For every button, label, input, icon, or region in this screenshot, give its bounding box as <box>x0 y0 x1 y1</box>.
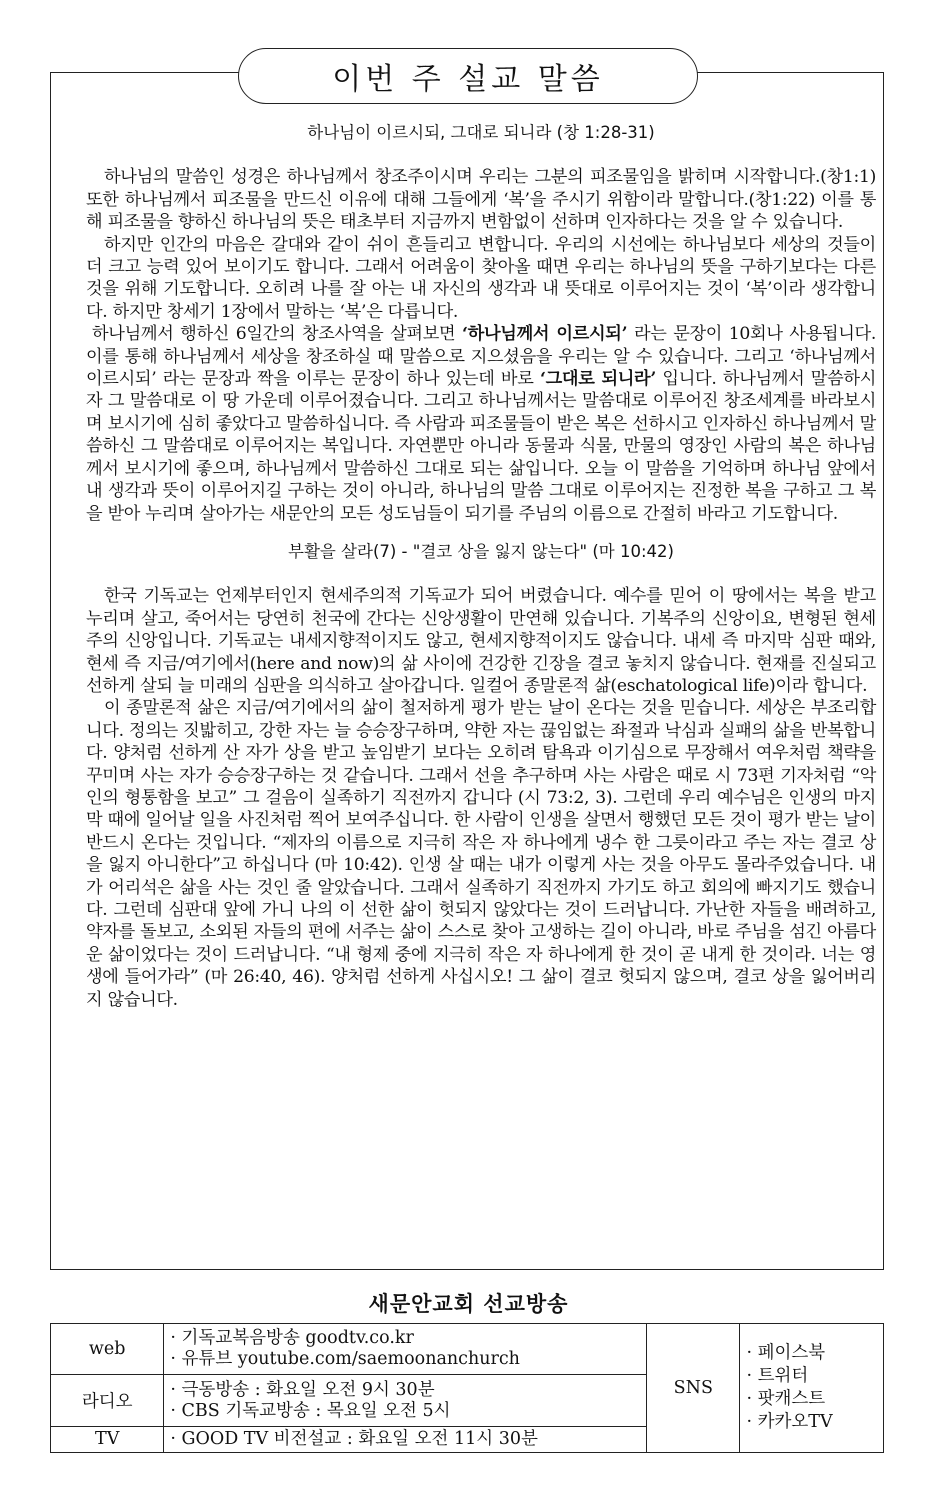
table-row <box>51 1324 884 1375</box>
list-item: · 카카오TV <box>746 1412 833 1432</box>
bold-phrase-2: ‘그대로 되니라’ <box>539 369 657 390</box>
text-span: 하나님께서 행하신 6일간의 창조사역을 살펴보면 <box>92 324 462 345</box>
radio-items <box>164 1375 647 1426</box>
sermon1-paragraph-1: 하나님의 말씀인 성경은 하나님께서 창조주이시며 우리는 그분의 피조물임을 밝히며 시작합니다.(창1:1) 또한 하나님께서 피조물을 만드신 이유에 대해 그들에게 ‘복’을 주시기 위함이라 말합니다.(창1:22) 이를 통해 피조물을 향하신 하나님의 뜻은 태초부터 지금까지 변함없이 선하며 인자하다는 것을 알 수 있습니다. <box>86 167 876 233</box>
broadcast-title: 새문안교회 선교방송 <box>368 1292 569 1316</box>
sermon1-paragraph-2: 하지만 인간의 마음은 갈대와 같이 쉬이 흔들리고 변합니다. 우리의 시선에는 하나님보다 세상의 것들이 더 크고 능력 있어 보이기도 합니다. 그래서 어려움이 찾아올 때면 우리는 하나님의 뜻을 구하기보다는 다른 것을 위해 기도합니다. 오히려 나를 잘 아는 내 자신의 생각과 내 뜻대로 이루어지는 것이 ‘복’이라 생각합니다. 하지만 창세기 1장에서 말하는 ‘복’은 다릅니다. <box>86 234 876 322</box>
row-label-tv: TV <box>51 1426 164 1452</box>
web-items <box>164 1324 647 1375</box>
sermon-content <box>86 122 876 1011</box>
text-span: 입니다. 하나님께서 말씀하시자 그 말씀대로 이 땅 가운데 이루어졌습니다. 그리고 하나님께서는 말씀대로 이루어진 창조세계를 바라보시며 보시기에 심히 좋았다고 말씀하십니다. 즉 사람과 피조물들이 받은 복은 선하시고 인자하신 하나님께서 말씀하신 그 말씀대로 이루어지는 복입니다. 자연뿐만 아니라 동물과 식물, 만물의 영장인 사람의 복은 하나님께서 보시기에 좋으며, 하나님께서 말씀하신 그대로 되는 삶입니다. 오늘 이 말씀을 기억하며 하나님 앞에서 내 생각과 뜻이 이루어지길 구하는 것이 아니라, 하나님의 말씀 그대로 이루어지는 진정한 복을 구하고 그 복을 받아 누리며 살아가는 새문안의 모든 성도님들이 되기를 주님의 이름으로 간절히 바라고 기도합니다. <box>86 369 877 524</box>
sermon2-paragraph-1: 한국 기독교는 언제부터인지 현세주의적 기독교가 되어 버렸습니다. 예수를 믿어 이 땅에서는 복을 받고 누리며 살고, 죽어서는 당연히 천국에 간다는 신앙생활이 만연해 있습니다. 기복주의 신앙이요, 변형된 현세주의 신앙입니다. 기독교는 내세지향적이지도 않고, 현세지향적이지도 않습니다. 내세 즉 마지막 심판 때와, 현세 즉 지금/여기에서(here and now)의 삶 사이에 건강한 긴장을 결코 놓치지 않습니다. 현재를 진실되고 선하게 살되 늘 미래의 심판을 의식하고 살아갑니다. 일컬어 종말론적 삶(eschatological life)이라 합니다. <box>86 586 876 696</box>
list-item: · 기독교복음방송 goodtv.co.kr <box>170 1328 414 1349</box>
sermon2-title: 부활을 살라(7) - "결코 상을 잃지 않는다" (마 10:42) <box>288 541 674 561</box>
sermon1-paragraph-3 <box>86 323 876 525</box>
list-item: · 극동방송 : 화요일 오전 9시 30분 <box>170 1379 435 1400</box>
broadcast-table <box>50 1323 884 1453</box>
sns-items <box>740 1324 884 1453</box>
list-item: · 페이스북 <box>746 1343 826 1363</box>
row-label-web: web <box>51 1324 164 1375</box>
sermon1-title: 하나님이 이르시되, 그대로 되니라 (창 1:28-31) <box>307 123 655 142</box>
list-item: · 팟캐스트 <box>746 1389 826 1409</box>
list-item: · 유튜브 youtube.com/saemoonanchurch <box>170 1349 520 1370</box>
tv-items <box>164 1426 647 1452</box>
text-span: 라는 문장이 10회나 사용됩니다. 이를 통해 하나님께서 세상을 창조하실 때 말씀으로 지으셨음을 우리는 알 수 있습니다. 그리고 ‘하나님께서 이르시되’ 라는 문장과 짝을 이루는 문장이 하나 있는데 바로 <box>86 324 876 390</box>
list-item: · CBS 기독교방송 : 목요일 오전 5시 <box>170 1400 451 1421</box>
sermon2-paragraph-2: 이 종말론적 삶은 지금/여기에서의 삶이 철저하게 평가 받는 날이 온다는 것을 믿습니다. 세상은 부조리합니다. 정의는 짓밟히고, 강한 자는 늘 승승장구하며, 약한 자는 끊임없는 좌절과 낙심과 실패의 삶을 반복합니다. 양처럼 선하게 산 자가 상을 받고 높임받기 보다는 오히려 탐욕과 이기심으로 무장해서 여우처럼 책략을 꾸미며 사는 자가 승승장구하는 것 같습니다. 그래서 선을 추구하며 사는 사람은 때로 시 73편 기자처럼 “악인의 형통함을 보고” 그 걸음이 실족하기 직전까지 갑니다 (시 73:2, 3). 그런데 우리 예수님은 인생의 마지막 때에 일어날 일을 사진처럼 찍어 보여주십니다. 한 사람이 인생을 살면서 행했던 모든 것이 평가 받는 날이 반드시 온다는 것입니다. “제자의 이름으로 지극히 작은 자 하나에게 냉수 한 그릇이라고 주는 자는 결코 상을 잃지 아니한다”고 하십니다 (마 10:42). 인생 살 때는 내가 이렇게 사는 것을 아무도 몰라주었습니다. 내가 어리석은 삶을 사는 것인 줄 알았습니다. 그래서 실족하기 직전까지 가기도 하고 회의에 빠지기도 했습니다. 그런데 심판대 앞에 가니 나의 이 선한 삶이 헛되지 않았다는 것이 드러납니다. 가난한 자들을 배려하고, 약자를 돌보고, 소외된 자들의 편에 서주는 삶이 스스로 찾아 고생하는 길이 아니라, 바로 주님을 섬긴 아름다운 삶이었다는 것이 드러납니다. “내 형제 중에 지극히 작은 자 하나에게 한 것이 곧 내게 한 것이라. 너는 영생에 들어가라” (마 26:40, 46). 양처럼 선하게 사십시오! 그 삶이 결코 헛되지 않으며, 결코 상을 잃어버리지 않습니다. <box>86 698 876 1010</box>
sns-label: SNS <box>647 1324 740 1453</box>
page-title: 이번 주 설교 말씀 <box>238 48 698 104</box>
row-label-radio: 라디오 <box>51 1375 164 1426</box>
list-item: · 트위터 <box>746 1366 809 1386</box>
bold-phrase-1: ‘하나님께서 이르시되’ <box>462 324 628 345</box>
list-item: · GOOD TV 비전설교 : 화요일 오전 11시 30분 <box>170 1428 538 1449</box>
